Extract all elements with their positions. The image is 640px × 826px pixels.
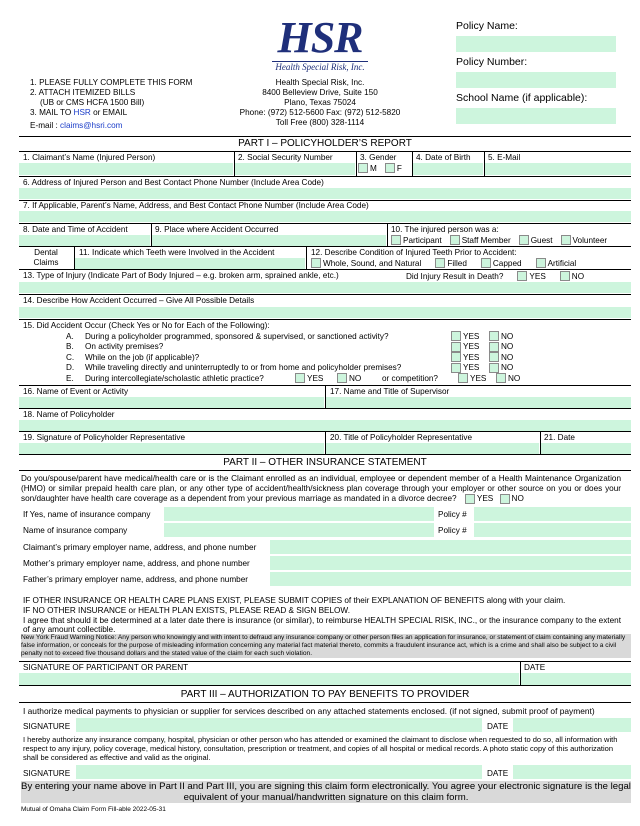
insurance-company-2-label: Name of insurance company xyxy=(23,526,128,535)
claimant-name-field[interactable] xyxy=(19,163,233,175)
gender-label: 3. Gender xyxy=(360,153,397,162)
q15c-yes-checkbox[interactable] xyxy=(451,352,461,362)
address-field[interactable] xyxy=(19,188,631,199)
policy-number-field[interactable] xyxy=(456,72,616,88)
insurance-company-1-label: If Yes, name of insurance company xyxy=(23,510,151,519)
q15e-practice-yes-checkbox[interactable] xyxy=(295,373,305,383)
part2-title: PART II – OTHER INSURANCE STATEMENT xyxy=(223,457,427,468)
teeth-condition-label: 12. Describe Condition of Injured Teeth Prior to Accident: xyxy=(311,248,517,257)
ssn-label: 2. Social Security Number xyxy=(238,153,333,162)
policy-name-field[interactable] xyxy=(456,36,616,52)
q15-list: A. During a policyholder programmed, sponsored & supervised, or sanctioned activity? YES NO B. On activity premises? YES NO C. While on the job (if applicable)? YES NO D. While traveling directly and uninterruptedly to or from home and policyholder premises? YES NO E. During intercollegiate/scholastic athletic practice? YES NO or competition? YES NO xyxy=(66,331,521,383)
q15c-no-checkbox[interactable] xyxy=(489,352,499,362)
date-1-field[interactable] xyxy=(513,718,631,732)
parent-label: 7. If Applicable, Parent’s Name, Address, and Best Contact Phone Number (Include Area Code) xyxy=(23,201,369,210)
q15a-no-checkbox[interactable] xyxy=(489,331,499,341)
email-field[interactable] xyxy=(485,163,631,175)
logo xyxy=(268,13,372,72)
policyholder-field[interactable] xyxy=(19,420,631,431)
mother-employer-field[interactable] xyxy=(270,556,631,570)
policy-1-field[interactable] xyxy=(474,507,631,521)
other-insurance-yes-checkbox[interactable] xyxy=(465,494,475,504)
date-2-field[interactable] xyxy=(513,765,631,779)
rep-title-field[interactable] xyxy=(326,443,539,454)
fraud-warning: New York Fraud Warning Notice: Any person who knowingly and with intent to defraud any insurance company or other person files an application for insurance, or statement of claim containing any materially false information, or conceals for the purpose of misleading information concerning any material fact material thereto, commits a fraudulent insurance act, which is a crime and shall also be subject to a civil penalty not to exceed five thousand dollars and the stated value of the claim for each such violation. xyxy=(21,634,631,658)
q15b-no-checkbox[interactable] xyxy=(489,342,499,352)
insurance-company-1-field[interactable] xyxy=(164,507,434,521)
teeth-label: 11. Indicate which Teeth were Involved in the Accident xyxy=(79,248,275,257)
instructions: 1. PLEASE FULLY COMPLETE THIS FORM 2. ATTACH ITEMIZED BILLS (UB or CMS HCFA 1500 Bill) 3. MAIL TO HSR or EMAIL E-mail : claims@hsri.com xyxy=(30,78,193,130)
rep-title-label: 20. Title of Policyholder Representative xyxy=(330,433,472,442)
q15d-no-checkbox[interactable] xyxy=(489,363,499,373)
claimant-employer-label: Claimant’s primary employer name, address, and phone number xyxy=(23,543,257,552)
volunteer-checkbox[interactable] xyxy=(561,235,571,245)
date-2-label: DATE xyxy=(487,769,509,778)
participant-signature-label: SIGNATURE OF PARTICIPANT OR PARENT xyxy=(23,663,189,672)
ssn-field[interactable] xyxy=(235,163,355,175)
claimant-name-label: 1. Claimant’s Name (Injured Person) xyxy=(23,153,156,162)
signature-1-field[interactable] xyxy=(76,718,482,732)
participant-signature-field[interactable] xyxy=(19,673,519,685)
policy-1-label: Policy # xyxy=(438,510,467,519)
event-label: 16. Name of Event or Activity xyxy=(23,387,129,396)
describe-field[interactable] xyxy=(19,307,631,318)
policyholder-label: 18. Name of Policyholder xyxy=(23,410,115,419)
logo-text: HSR xyxy=(277,13,363,62)
accident-place-label: 9. Place where Accident Occurred xyxy=(155,225,279,234)
staff-checkbox[interactable] xyxy=(450,235,460,245)
gender-f-checkbox[interactable] xyxy=(385,163,395,173)
death-yes-checkbox[interactable] xyxy=(517,271,527,281)
part3-title: PART III – AUTHORIZATION TO PAY BENEFITS TO PROVIDER xyxy=(180,689,470,700)
dob-label: 4. Date of Birth xyxy=(416,153,471,162)
email-link[interactable]: claims@hsri.com xyxy=(60,121,123,130)
footer-form-id: Mutual of Omaha Claim Form Fill-able 2022-05-31 xyxy=(21,806,166,813)
participant-date-field[interactable] xyxy=(521,673,631,685)
part1-title: PART I – POLICYHOLDER’S REPORT xyxy=(238,138,412,149)
q15e-practice-no-checkbox[interactable] xyxy=(337,373,347,383)
other-insurance-instructions: IF OTHER INSURANCE OR HEALTH CARE PLANS EXIST, PLEASE SUBMIT COPIES of their EXPLANATION OF BENEFITS along with your claim. IF NO OTHER INSURANCE or HEALTH PLAN EXISTS, PLEASE READ & SIGN BELOW. I agree that should it be determined at a later date there is insurance (or similar), to reimburse HEALTH SPECIAL RISK, INC., or the insurance company to the extent of any amount collectible. xyxy=(23,596,621,635)
describe-label: 14. Describe How Accident Occurred – Give All Possible Details xyxy=(23,296,255,305)
school-name-field[interactable] xyxy=(456,108,616,124)
rep-signature-label: 19. Signature of Policyholder Representative xyxy=(23,433,186,442)
parent-field[interactable] xyxy=(19,211,631,222)
dob-field[interactable] xyxy=(413,163,483,175)
dental-claims-label: Dental Claims xyxy=(33,248,59,267)
gender-m-checkbox[interactable] xyxy=(358,163,368,173)
electronic-signature-notice: By entering your name above in Part II and Part III, you are signing this claim form electronically. You agree your electronic signature is the legal equivalent of your manual/handwritten signature on this claim form. xyxy=(21,781,631,803)
signature-1-label: SIGNATURE xyxy=(23,722,71,731)
participant-checkbox[interactable] xyxy=(391,235,401,245)
death-label: Did Injury Result in Death? xyxy=(406,271,504,281)
artificial-checkbox[interactable] xyxy=(536,258,546,268)
event-field[interactable] xyxy=(19,397,324,408)
injury-type-field[interactable] xyxy=(19,282,631,293)
injured-type-label: 10. The injured person was a: xyxy=(391,225,499,234)
policy-name-label: Policy Name: xyxy=(456,20,518,32)
teeth-field[interactable] xyxy=(75,258,305,269)
participant-date-label: DATE xyxy=(524,663,546,672)
supervisor-field[interactable] xyxy=(326,397,631,408)
whole-checkbox[interactable] xyxy=(311,258,321,268)
company-address: Health Special Risk, Inc. 8400 Belleview Drive, Suite 150 Plano, Texas 75024 Phone: (972) 512-5600 Fax: (972) 512-5820 Toll Free (800) 328-1114 xyxy=(239,78,401,127)
rep-date-field[interactable] xyxy=(541,443,631,454)
guest-checkbox[interactable] xyxy=(519,235,529,245)
policy-2-label: Policy # xyxy=(438,526,467,535)
filled-checkbox[interactable] xyxy=(435,258,445,268)
signature-2-label: SIGNATURE xyxy=(23,769,71,778)
supervisor-label: 17. Name and Title of Supervisor xyxy=(330,387,450,396)
signature-2-field[interactable] xyxy=(76,765,482,779)
insurance-company-2-field[interactable] xyxy=(164,523,434,537)
accident-date-label: 8. Date and Time of Accident xyxy=(23,225,128,234)
q15b-yes-checkbox[interactable] xyxy=(451,342,461,352)
rep-date-label: 21. Date xyxy=(544,433,575,442)
q15-label: 15. Did Accident Occur (Check Yes or No for Each of the Following): xyxy=(23,321,270,330)
death-no-checkbox[interactable] xyxy=(560,271,570,281)
school-name-label: School Name (if applicable): xyxy=(456,92,588,104)
q15e-competition-no-checkbox[interactable] xyxy=(496,373,506,383)
q15d-yes-checkbox[interactable] xyxy=(451,363,461,373)
mother-employer-label: Mother’s primary employer name, address, and phone number xyxy=(23,559,250,568)
q15a-yes-checkbox[interactable] xyxy=(451,331,461,341)
email-label: 5. E-Mail xyxy=(488,153,521,162)
accident-date-field[interactable] xyxy=(19,235,150,246)
q15e-competition-yes-checkbox[interactable] xyxy=(458,373,468,383)
accident-place-field[interactable] xyxy=(152,235,386,246)
date-1-label: DATE xyxy=(487,722,509,731)
father-employer-label: Father’s primary employer name, address, and phone number xyxy=(23,575,248,584)
policy-2-field[interactable] xyxy=(474,523,631,537)
capped-checkbox[interactable] xyxy=(481,258,491,268)
other-insurance-no-checkbox[interactable] xyxy=(500,494,510,504)
authorize-text: I authorize medical payments to physician or supplier for services described on any attached statements enclosed. (if not signed, submit proof of payment) xyxy=(23,706,595,716)
father-employer-field[interactable] xyxy=(270,572,631,586)
logo-subtitle: Health Special Risk, Inc. xyxy=(275,62,365,72)
rep-signature-field[interactable] xyxy=(19,443,324,454)
injury-type-label: 13. Type of Injury (Indicate Part of Body Injured – e.g. broken arm, sprained ankle, etc.) xyxy=(23,271,339,280)
part2-paragraph: Do you/spouse/parent have medical/health care or is the Claimant enrolled as an individual, employee or dependent member of a Health Maintenance Organization (HMO) or similar prepaid health care plan, or any other type of accident/health/sickness plan coverage through your employer or other source on you or does your son/daughter have health care coverage as a dependent from your previous marriage as mandated in a divorce decree? YES NO xyxy=(21,474,621,504)
address-label: 6. Address of Injured Person and Best Contact Phone Number (Include Area Code) xyxy=(23,178,324,187)
policy-number-label: Policy Number: xyxy=(456,56,528,68)
authorize-disclosure-text: I hereby authorize any insurance company, hospital, physician or other person who has attended or examined the claimant to disclose when requested to do so, all information with respect to any injury, policy coverage, medical history, consultation, prescription or treatment, and copies of all hospital or medical records. A photo static copy of this authorization shall be considered as effective and valid as the original. xyxy=(23,735,618,762)
claimant-employer-field[interactable] xyxy=(270,540,631,554)
